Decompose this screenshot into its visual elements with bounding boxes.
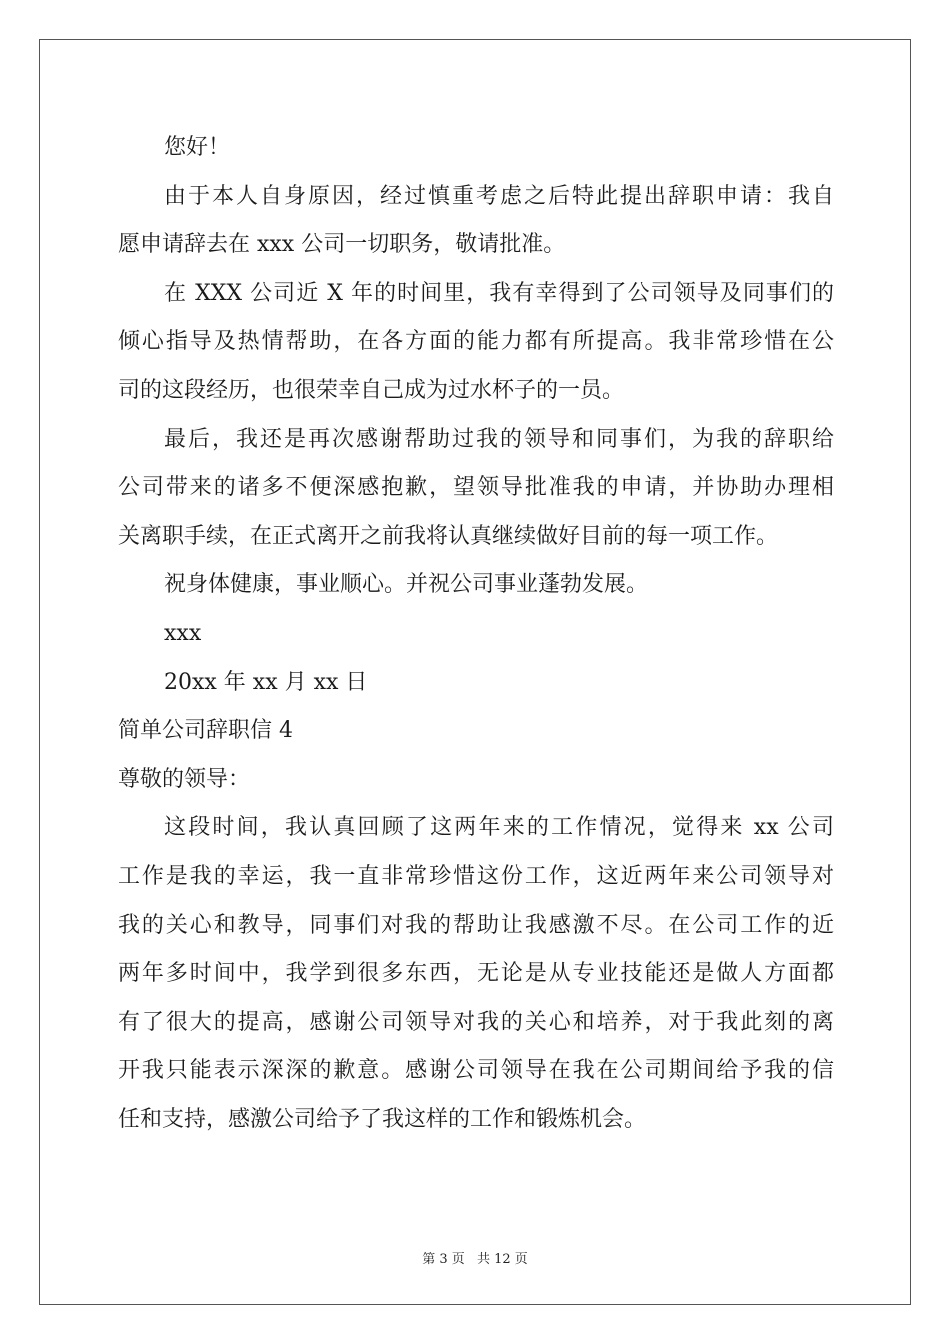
page-footer [0,1248,950,1267]
text-line: 倾心指导及热情帮助，在各方面的能力都有所提高。我非常珍惜在公 [118,329,834,355]
text-line: 愿申请辞去在 xxx 公司一切职务，敬请批准。 [118,232,566,258]
text-line: 司的这段经历，也很荣幸自己成为过水杯子的一员。 [118,377,625,403]
text-line: 祝身体健康，事业顺心。并祝公司事业蓬勃发展。 [164,572,649,598]
text-line: 我的关心和教导，同事们对我的帮助让我感激不尽。在公司工作的近 [118,912,834,938]
text-line: 您好！ [164,135,231,160]
text-line: 在 XXX 公司近 X 年的时间里，我有幸得到了公司领导及同事们的 [164,280,834,306]
text-line: 公司带来的诸多不便深感抱歉，望领导批准我的申请，并协助办理相 [118,475,834,501]
signature-date: 20xx 年 xx 月 xx 日 [164,669,368,695]
text-line: 由于本人自身原因，经过慎重考虑之后特此提出辞职申请：我自 [164,183,834,209]
text-line: 开我只能表示深深的歉意。感谢公司领导在我在公司期间给予我的信 [118,1058,834,1084]
signature-name: xxx [164,620,202,646]
page-number: 第 3 页 [422,1252,465,1267]
text-line: 这段时间，我认真回顾了这两年来的工作情况，觉得来 xx 公司 [164,815,834,841]
text-line: 工作是我的幸运，我一直非常珍惜这份工作，这近两年来公司领导对 [118,863,834,889]
text-line: 两年多时间中，我学到很多东西，无论是从专业技能还是做人方面都 [118,961,834,987]
page-total: 共 12 页 [476,1252,528,1267]
text-line: 有了很大的提高，感谢公司领导对我的关心和培养，对于我此刻的离 [118,1009,834,1035]
text-line: 任和支持，感激公司给予了我这样的工作和锻炼机会。 [118,1106,647,1132]
section-heading: 简单公司辞职信 4 [118,718,293,744]
document-body [118,124,834,1144]
text-line: 最后，我还是再次感谢帮助过我的领导和同事们，为我的辞职给 [164,426,834,452]
text-line: 关离职手续，在正式离开之前我将认真继续做好目前的每一项工作。 [118,523,779,549]
salutation: 尊敬的领导： [118,766,251,792]
